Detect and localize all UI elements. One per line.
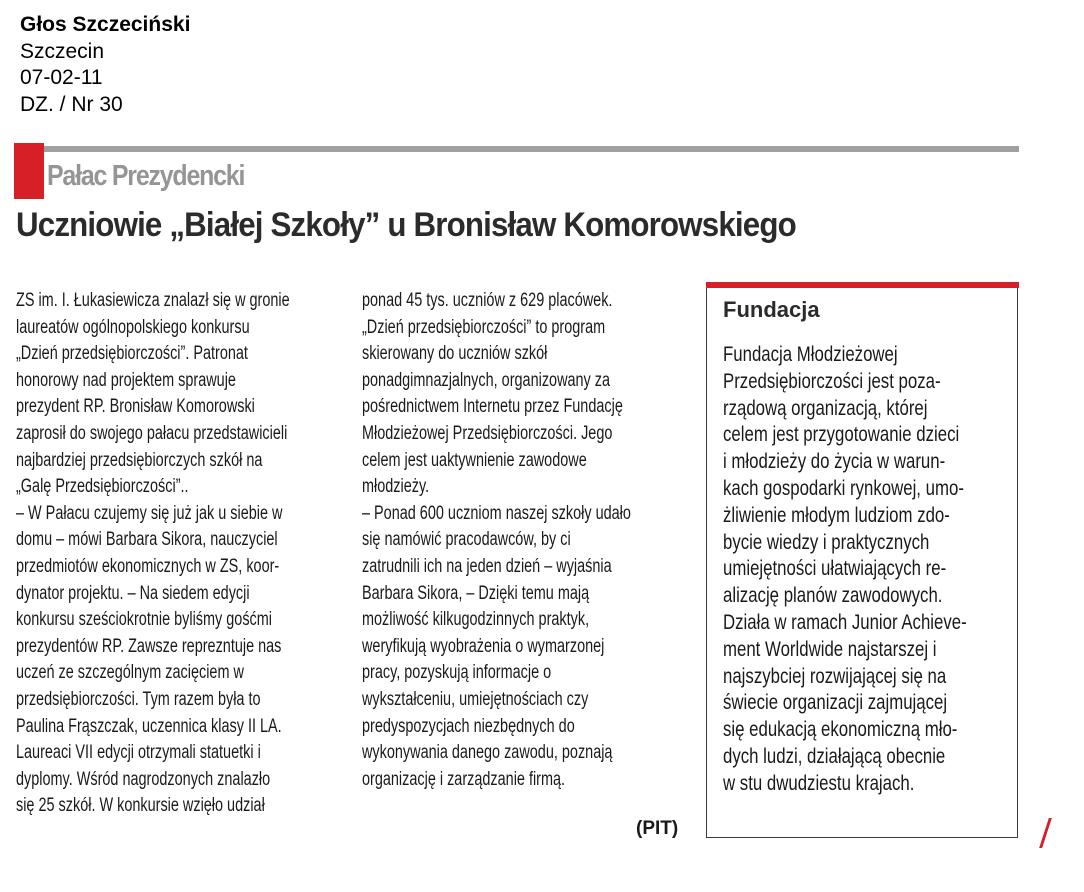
text-line: celem jest przygotowanie dzieci <box>723 423 960 447</box>
decorative-slash <box>1039 818 1052 848</box>
sidebar-accent-bar <box>706 282 1019 288</box>
text-line: Działa w ramach Junior Achieve- <box>723 610 967 634</box>
author-signature: (PIT) <box>636 818 679 839</box>
issue-number: DZ. / Nr 30 <box>20 92 123 116</box>
text-line: zaprosił do swojego pałacu przedstawicieli <box>16 422 288 444</box>
text-line: uczeń ze szczególnym zacięciem w <box>16 662 244 684</box>
article-headline: Uczniowie „Białej Szkoły” u Bronisław Komorowskiego <box>16 206 796 244</box>
text-line: młodzieży. <box>362 476 430 498</box>
text-line: prezydent RP. Bronisław Komorowski <box>16 396 255 418</box>
text-line: laureatów ogólnopolskiego konkursu <box>16 316 250 338</box>
text-line: „Galę Przedsiębiorczości”.. <box>16 476 189 498</box>
text-line: honorowy nad projektem sprawuje <box>16 369 236 391</box>
text-line: predyspozycjach niezbędnych do <box>362 715 575 737</box>
text-line: się namówić pracodawców, by ci <box>362 529 571 551</box>
text-line: – W Pałacu czujemy się już jak u siebie w <box>16 502 283 524</box>
text-line: skierowany do uczniów szkół <box>362 343 548 365</box>
text-line: ponad 45 tys. uczniów z 629 placówek. <box>362 290 613 311</box>
text-line: w stu dwudziestu krajach. <box>723 771 915 795</box>
rubric-rule <box>44 146 1019 152</box>
text-line: dych ludzi, działającą obecnie <box>723 744 946 768</box>
text-line: „Dzień przedsiębiorczości”. Patronat <box>16 343 248 365</box>
text-line: wykształceniu, umiejętnościach czy <box>362 688 589 710</box>
text-line: ment Worldwide najstarszej i <box>723 637 937 661</box>
text-line: weryfikują wyobrażenia o wymarzonej <box>362 635 605 657</box>
text-line: pośrednictwem Internetu przez Fundację <box>362 396 623 418</box>
text-line: celem jest uaktywnienie zawodowe <box>362 449 587 471</box>
text-line: domu – mówi Barbara Sikora, nauczyciel <box>16 529 278 551</box>
text-line: ZS im. I. Łukasiewicza znalazł się w gronie <box>16 290 290 311</box>
text-line: Barbara Sikora, – Dzięki temu mają <box>362 582 590 604</box>
text-line: pracy, pozyskują informacje o <box>362 662 552 684</box>
publication-date: 07-02-11 <box>20 66 103 89</box>
text-line: i młodzieży do życia w warun- <box>723 450 946 474</box>
text-line: prezydentów RP. Zawsze reprezntuje nas <box>16 635 282 657</box>
text-line: wykonywania danego zawodu, poznają <box>362 742 613 764</box>
text-line: Przedsiębiorczości jest poza- <box>723 369 941 393</box>
text-line: Młodzieżowej Przedsiębiorczości. Jego <box>362 422 613 444</box>
text-line: organizację i zarządzanie firmą. <box>362 768 566 790</box>
text-line: najszybciej rozwijającej się na <box>723 664 947 688</box>
text-line: świecie organizacji zajmującej <box>723 691 948 715</box>
rubric-label: Pałac Prezydencki <box>47 160 245 192</box>
sidebar-title: Fundacja <box>723 297 820 322</box>
clipping-metadata <box>20 12 190 118</box>
text-line: rządową organizacją, której <box>723 396 928 420</box>
text-line: konkursu sześciokrotnie byliśmy gośćmi <box>16 609 273 631</box>
text-line: Fundacja Młodzieżowej <box>723 343 898 366</box>
text-line: Laureaci VII edycji otrzymali statuetki i <box>16 742 261 764</box>
text-line: najbardziej przedsiębiorczych szkół na <box>16 449 263 471</box>
rubric-accent-bar <box>14 143 44 199</box>
text-line: umiejętności ułatwiających re- <box>723 557 947 581</box>
article-column-2 <box>362 288 692 793</box>
sidebar-text <box>723 342 1028 798</box>
text-line: – Ponad 600 uczniom naszej szkoły udało <box>362 502 631 524</box>
text-line: „Dzień przedsiębiorczości” to program <box>362 316 606 338</box>
text-line: możliwość kilkugodzinnych praktyk, <box>362 609 590 631</box>
text-line: dyplomy. Wśród nagrodzonych znalazło <box>16 768 271 790</box>
text-line: przedsiębiorczości. Tym razem była to <box>16 688 261 710</box>
text-line: bycie wiedzy i praktycznych <box>723 530 930 554</box>
article-column-1 <box>16 288 346 820</box>
text-line: żliwienie młodym ludziom zdo- <box>723 503 950 527</box>
text-line: się 25 szkół. W konkursie wzięło udział <box>16 795 265 817</box>
publication-name: Głos Szczeciński <box>20 13 191 36</box>
publication-city: Szczecin <box>20 39 105 63</box>
text-line: przedmiotów ekonomicznych w ZS, koor- <box>16 555 280 577</box>
text-line: się edukacją ekonomiczną mło- <box>723 718 958 742</box>
text-line: zatrudnili ich na jeden dzień – wyjaśnia <box>362 555 612 577</box>
text-line: kach gospodarki rynkowej, umo- <box>723 476 964 500</box>
text-line: alizację planów zawodowych. <box>723 584 943 608</box>
text-line: dynator projektu. – Na siedem edycji <box>16 582 250 604</box>
text-line: Paulina Frąszczak, uczennica klasy II LA. <box>16 715 282 737</box>
text-line: ponadgimnazjalnych, organizowany za <box>362 369 611 391</box>
